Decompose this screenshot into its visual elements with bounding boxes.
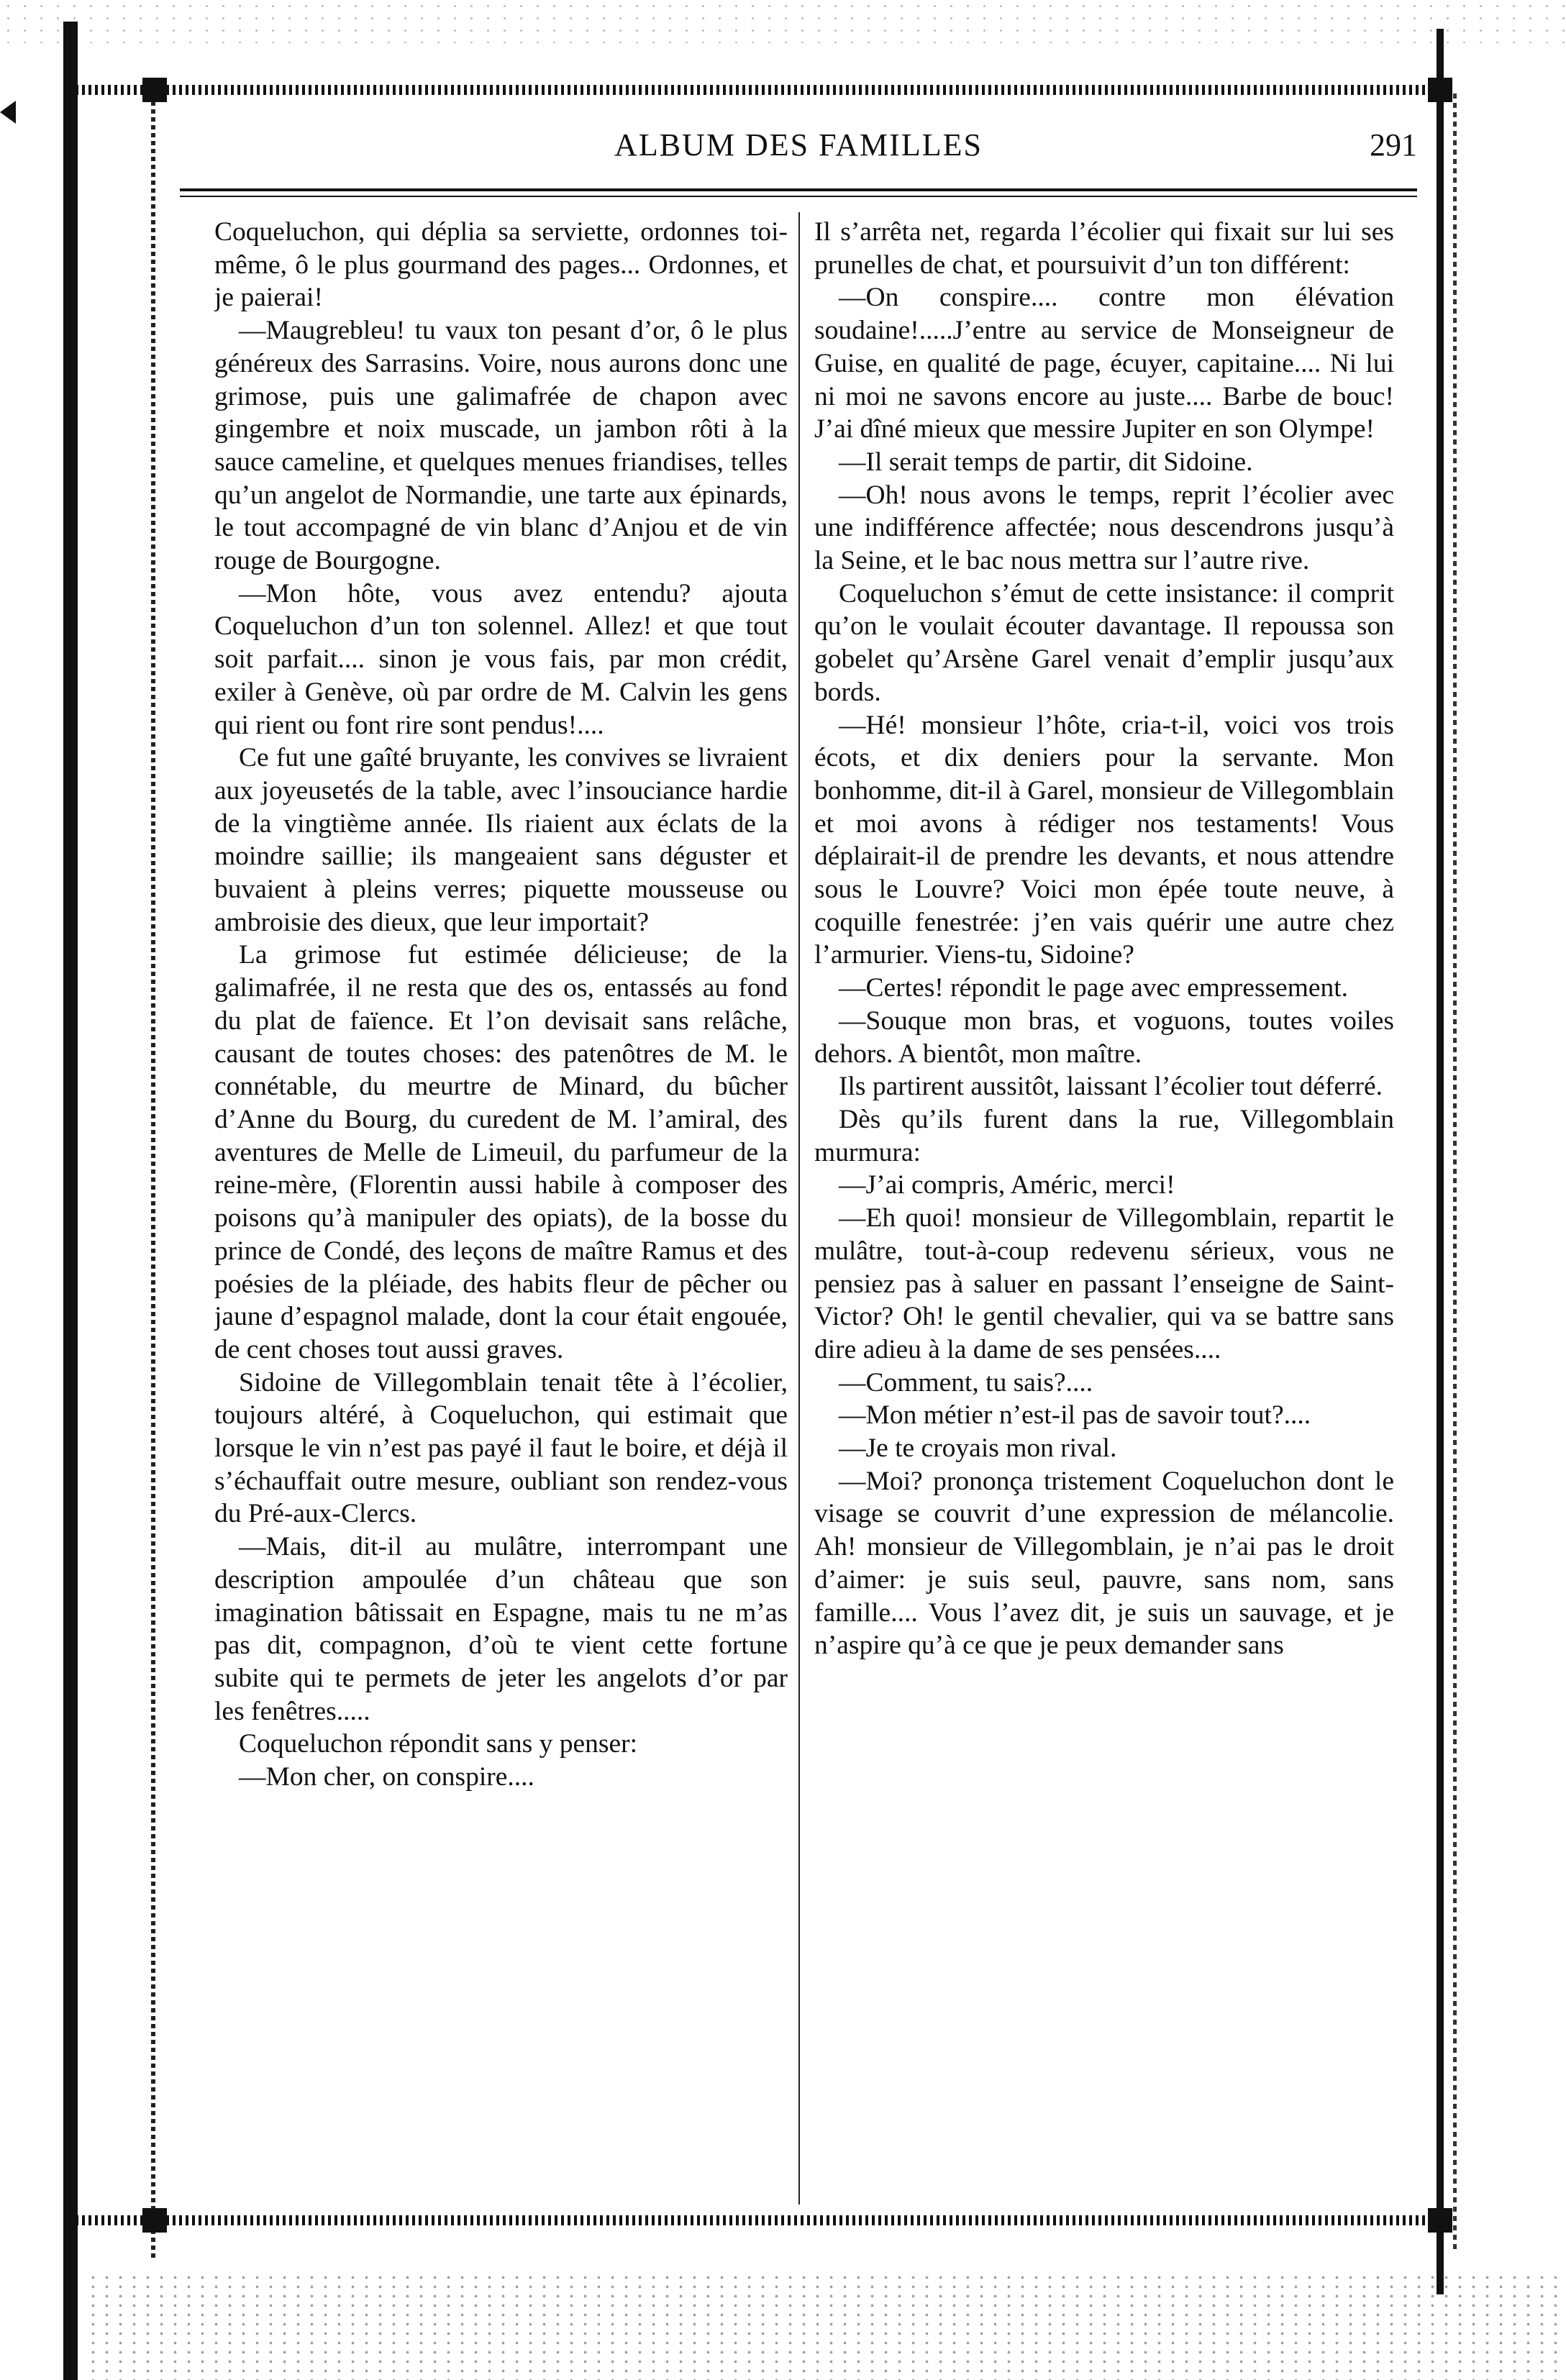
paragraph: —Mon métier n’est-il pas de savoir tout?....: [839, 1400, 1311, 1431]
paragraph: —Je te croyais mon rival.: [839, 1433, 1117, 1464]
paragraph: —Maugrebleu! tu vaux ton pesant d’or, ô le plus généreux des Sarrasins. Voire, nous aurons donc une grimose, puis une galimafrée de chapon avec gingembre et noix muscade, un jambon rôti à la sauce cameline, et quelques menues friandises, telles qu’un angelot de Normandie, une tarte aux épinards, le tout accompagné de vin blanc d’Anjou et de vin rouge de Bourgogne.: [214, 316, 788, 576]
paragraph: —Souque mon bras, et voguons, toutes voiles dehors. A bientôt, mon maître.: [814, 1006, 1394, 1069]
header-rule-thin: [180, 196, 1417, 197]
header-rule: [180, 188, 1417, 191]
paragraph: Coqueluchon s’émut de cette insistance: il comprit qu’on le voulait écouter davantage. Il repoussa son gobelet qu’Arsène Garel venait d’emplir jusqu’aux bords.: [814, 578, 1394, 707]
paragraph: Sidoine de Villegomblain tenait tête à l’écolier, toujours altéré, à Coqueluchon, qui estimait que lorsque le vin n’est pas payé il faut le boire, et déjà il s’échauffait outre mesure, oubliant son rendez-vous du Pré-aux-Clercs.: [214, 1367, 788, 1529]
paragraph: —Eh quoi! monsieur de Villegomblain, repartit le mulâtre, tout-à-coup redevenu sérieux, vous ne pensiez pas à saluer en passant l’enseigne de Saint-Victor? Oh! le gentil chevalier, qui va se battre sans dire adieu à la dame de ses pensées....: [814, 1203, 1394, 1364]
paragraph: —Oh! nous avons le temps, reprit l’écolier avec une indifférence affectée; nous descendrons jusqu’à la Seine, et le bac nous mettra sur l’autre rive.: [814, 480, 1394, 576]
paragraph: —Mais, dit-il au mulâtre, interrompant une description ampoulée d’un château que son imagination bâtissait en Espagne, mais tu ne m’as pas dit, compagnon, d’où te vient cette fortune subite qui te permets de jeter les angelots d’or par les fenêtres.....: [214, 1532, 788, 1726]
frame-bar-right: [1437, 29, 1444, 2294]
paragraph: Coqueluchon, qui déplia sa serviette, ordonnes toi-même, ô le plus gourmand des pages... Ordonnes, et je paierai!: [214, 217, 788, 313]
corner-ornament-top-right: [1428, 78, 1452, 102]
paragraph: —Il serait temps de partir, dit Sidoine.: [839, 447, 1253, 477]
paragraph: Coqueluchon répondit sans y penser:: [239, 1729, 638, 1759]
frame-rail-left: [151, 94, 155, 2258]
margin-arrow-icon: [0, 101, 16, 124]
paragraph: La grimose fut estimée délicieuse; de la galimafrée, il ne resta que des os, entassés au fond du plat de faïence. Et l’on devisait sans relâche, causant de toutes choses: des patenôtres de M. le connétable, du meurtre de Minard, du bûcher d’Anne du Bourg, du curedent de M. l’amiral, des aventures de Melle de Limeuil, du parfumeur de la reine-mère, (Florentin aussi habile à composer des poisons qu’à manipuler des opiats), de la bosse du prince de Condé, des leçons de maître Ramus et des poésies de la pléiade, des habits fleur de pêcher ou jaune d’espagnol malade, dont la cour était engouée, de cent choses tout aussi graves.: [214, 940, 788, 1364]
frame-rail-right: [1453, 94, 1457, 2251]
paragraph: Dès qu’ils furent dans la rue, Villegomblain murmura:: [814, 1104, 1394, 1167]
text-column-left: [214, 216, 788, 2222]
page-number: 291: [1370, 127, 1417, 163]
text-column-right: [814, 216, 1394, 2222]
paragraph: —J’ai compris, Améric, merci!: [839, 1170, 1175, 1200]
corner-ornament-bottom-left: [142, 2208, 167, 2233]
scan-noise-top: [0, 0, 1566, 43]
corner-ornament-bottom-right: [1428, 2208, 1452, 2233]
paragraph: —Certes! répondit le page avec empressement.: [839, 973, 1349, 1003]
paragraph: —Comment, tu sais?....: [839, 1367, 1093, 1398]
running-title: ALBUM DES FAMILLES: [614, 127, 983, 163]
running-header: [180, 127, 1417, 177]
corner-ornament-top-left: [142, 78, 167, 102]
paragraph: —Hé! monsieur l’hôte, cria-t-il, voici vos trois écots, et dix deniers pour la servante. Mon bonhomme, dit-il à Garel, monsieur de Villegomblain et moi avons à rédiger nos testaments! Vous déplairait-il de prendre les devants, et nous attendre sous le Louvre? Voici mon épée toute neuve, à coquille fenestrée: j’en vais quérir une autre chez l’armurier. Viens-tu, Sidoine?: [814, 710, 1394, 970]
paragraph: —On conspire.... contre mon élévation soudaine!.....J’entre au service de Monseigneur de Guise, en qualité de page, écuyer, capitaine.... Ni lui ni moi ne savons encore au juste.... Barbe de bouc! J’ai dîné mieux que messire Jupiter en son Olympe!: [814, 283, 1394, 444]
paragraph: —Mon cher, on conspire....: [239, 1762, 534, 1792]
column-divider: [798, 212, 800, 2205]
paragraph: —Moi? prononça tristement Coqueluchon dont le visage se couvrit d’une expression de mélancolie. Ah! monsieur de Villegomblain, je n’ai pas le droit d’aimer: je suis seul, pauvre, sans nom, sans famille.... Vous l’avez dit, je suis un sauvage, et je n’aspire qu’à ce que je peux demander sans: [814, 1466, 1394, 1661]
paragraph: Ils partirent aussitôt, laissant l’écolier tout déferré.: [839, 1072, 1383, 1102]
paragraph: —Mon hôte, vous avez entendu? ajouta Coqueluchon d’un ton solennel. Allez! et que tout soit parfait.... sinon je vous fais, par mon crédit, exiler à Genève, où par ordre de M. Calvin les gens qui rient ou font rire sont pendus!....: [214, 578, 788, 740]
paragraph: Ce fut une gaîté bruyante, les convives se livraient aux joyeusetés de la table, avec l’insouciance hardie de la vingtième année. Ils riaient aux éclats de la moindre saillie; ils mangeaient sans déguster et buvaient à pleins verres; piquette mousseuse ou ambroisie des dieux, que leur importait?: [214, 743, 788, 937]
frame-line-top: [76, 85, 1442, 95]
paragraph: Il s’arrêta net, regarda l’écolier qui fixait sur lui ses prunelles de chat, et poursuivit d’un ton différent:: [814, 217, 1394, 280]
scan-noise-bottom: [86, 2273, 1566, 2380]
frame-bar-left: [63, 22, 78, 2380]
